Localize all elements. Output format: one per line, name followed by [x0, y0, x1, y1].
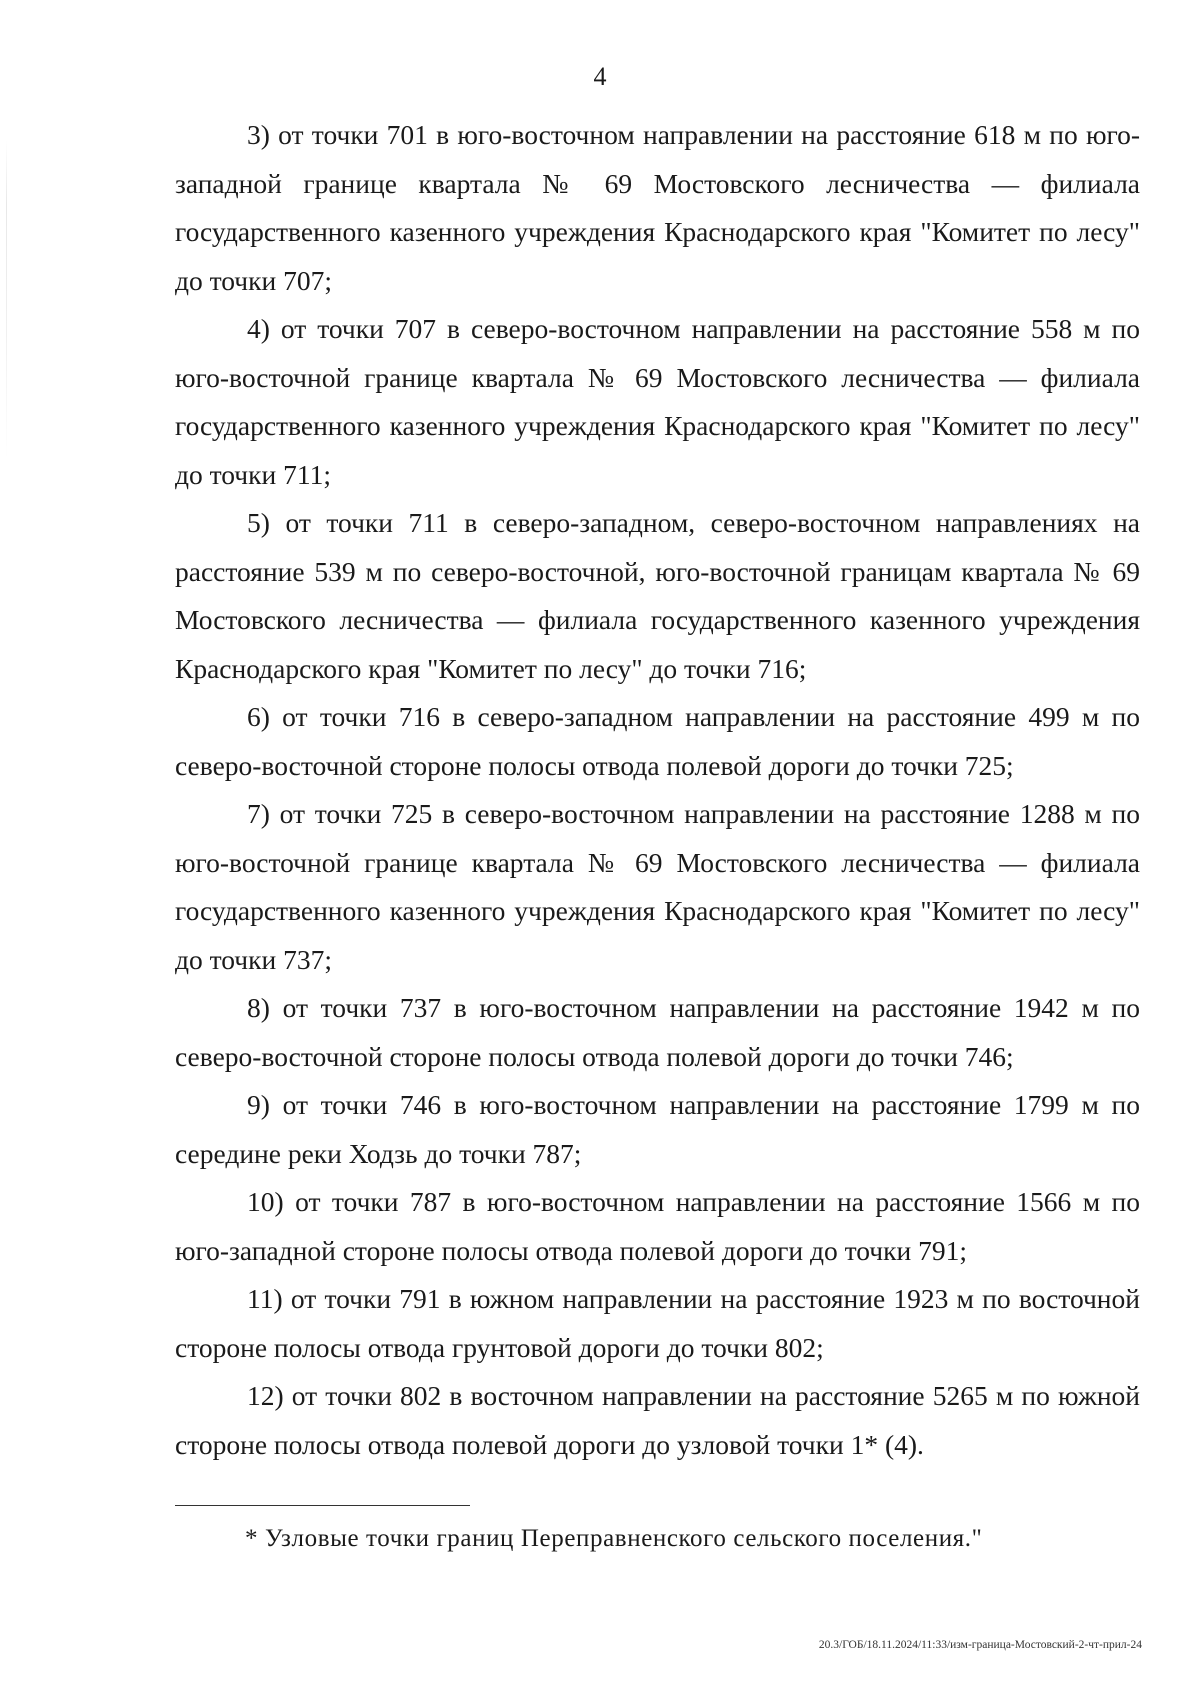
- paragraph-item-6: 6) от точки 716 в северо-западном направлении на расстояние 499 м по северо-восточной стороне полосы отвода полевой дороги до точки 725;: [175, 701, 1140, 781]
- paragraph-item-5: 5) от точки 711 в северо-западном, северо-восточном направлениях на расстояние 539 м по северо-восточной, юго-восточной границам квартала № 69 Мостовского лесничества — филиала государственного казенного учреждения Краснодарского края "Комитет по лесу" до точки 716;: [175, 507, 1140, 684]
- document-body: [175, 111, 1140, 1469]
- paragraph-item-8: 8) от точки 737 в юго-восточном направлении на расстояние 1942 м по северо-восточной стороне полосы отвода полевой дороги до точки 746;: [175, 992, 1140, 1072]
- paragraph-item-3: 3) от точки 701 в юго-восточном направлении на расстояние 618 м по юго-западной границе квартала № 69 Мостовского лесничества — филиала государственного казенного учреждения Краснодарского края "Комитет по лесу" до точки 707;: [175, 119, 1140, 296]
- page-number: 4: [593, 62, 607, 91]
- paragraph-item-12: 12) от точки 802 в восточном направлении на расстояние 5265 м по южной стороне полосы отвода полевой дороги до узловой точки 1* (4).: [175, 1380, 1140, 1460]
- paragraph-item-10: 10) от точки 787 в юго-восточном направлении на расстояние 1566 м по юго-западной стороне полосы отвода полевой дороги до точки 791;: [175, 1186, 1140, 1266]
- paragraph-item-11: 11) от точки 791 в южном направлении на расстояние 1923 м по восточной стороне полосы отвода грунтовой дороги до точки 802;: [175, 1283, 1140, 1363]
- paragraph-item-4: 4) от точки 707 в северо-восточном направлении на расстояние 558 м по юго-восточной границе квартала № 69 Мостовского лесничества — филиала государственного казенного учреждения Краснодарского края "Комитет по лесу" до точки 711;: [175, 313, 1140, 490]
- paragraph-item-7: 7) от точки 725 в северо-восточном направлении на расстояние 1288 м по юго-восточной границе квартала № 69 Мостовского лесничества — филиала государственного казенного учреждения Краснодарского края "Комитет по лесу" до точки 737;: [175, 798, 1140, 975]
- footnote: * Узловые точки границ Переправненского сельского поселения.": [245, 1525, 983, 1552]
- document-footer-code: 20.3/ГОБ/18.11.2024/11:33/изм-граница-Мостовский-2-чт-прил-24: [818, 1639, 1142, 1651]
- scan-edge-mark: [6, 140, 7, 460]
- paragraph-item-9: 9) от точки 746 в юго-восточном направлении на расстояние 1799 м по середине реки Ходзь до точки 787;: [175, 1089, 1140, 1169]
- footnote-separator: [175, 1505, 470, 1506]
